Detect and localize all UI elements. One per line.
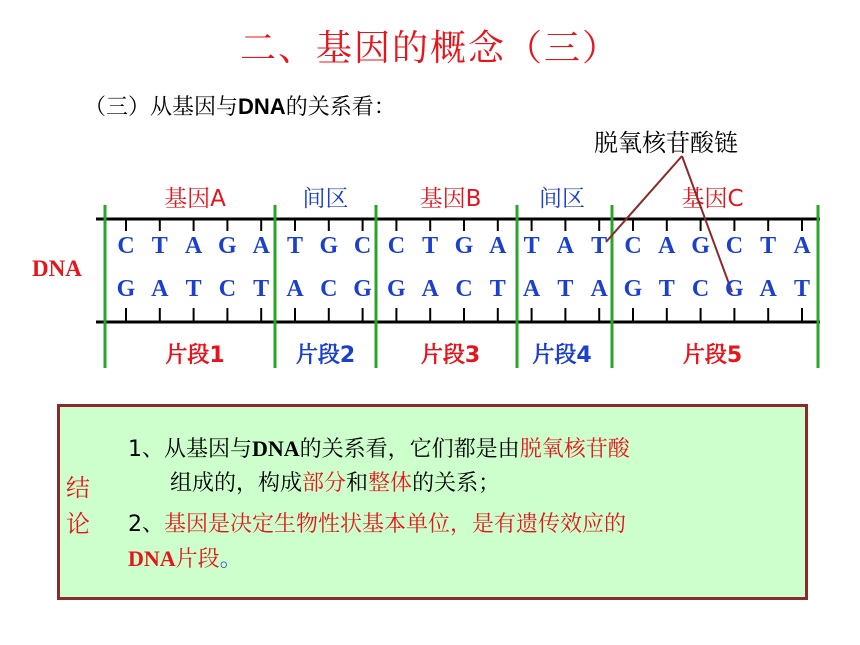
base-bottom: T [557, 276, 574, 302]
base-bottom: A [522, 276, 541, 302]
base-top: G [691, 233, 710, 259]
pointer-line-top [606, 156, 682, 242]
base-top: A [793, 233, 811, 259]
base-bottom: G [387, 276, 406, 302]
point1-mid: 的关系看，它们都是由 [299, 437, 520, 462]
region-label-gene-a: 基因A [164, 186, 226, 212]
point2-text1: 基因是决定生物性状基本单位，是有遗传效应的 [164, 512, 627, 537]
base-bottom: C [218, 276, 237, 302]
point2-num: 2、 [128, 512, 164, 537]
base-bottom: T [253, 276, 270, 302]
conclusion-label [66, 470, 96, 542]
base-top: T [286, 233, 303, 259]
point1-highlight: 脱氧核苷酸 [519, 437, 630, 462]
base-top: T [591, 233, 608, 259]
base-bottom: C [320, 276, 338, 302]
point1-part: 部分 [302, 471, 347, 496]
conclusion-point-2 [128, 508, 798, 577]
segment-label-4: 片段4 [532, 343, 592, 368]
subtitle-suffix: 的关系看： [285, 95, 396, 120]
base-top: C [353, 233, 372, 259]
base-top: G [454, 233, 474, 259]
subtitle-dna: DNA [238, 94, 286, 119]
subtitle-prefix: （三）从基因与 [84, 95, 239, 120]
conclusion-point-1 [128, 432, 798, 501]
page-title: 二、基因的概念（三） [239, 28, 620, 69]
strand-pointer [606, 156, 732, 292]
conclusion-label-char-2: 论 [66, 510, 90, 538]
strand-label: 脱氧核苷酸链 [594, 129, 738, 157]
point2-dna: DNA [128, 546, 176, 571]
base-bottom: T [658, 276, 675, 302]
conclusion-label-char-1: 结 [66, 474, 90, 502]
base-top: C [387, 233, 406, 259]
segment-label-1: 片段1 [165, 343, 225, 368]
point1-line2-b: 的关系； [412, 471, 501, 496]
base-top: G [319, 233, 339, 259]
base-bottom: T [185, 276, 202, 302]
pointer-line-bottom [682, 156, 732, 292]
point1-prefix: 1、从基因与 [128, 437, 252, 462]
point1-line2-a: 组成的，构成 [170, 471, 303, 496]
base-top: T [422, 233, 439, 259]
segment-label-2: 片段2 [295, 343, 356, 368]
base-bottom: C [691, 276, 710, 302]
region-label-gene-c: 基因C [681, 186, 744, 212]
base-top: C [725, 233, 744, 259]
base-top: G [218, 233, 237, 259]
base-bottom: A [590, 276, 608, 302]
base-bottom: G [116, 276, 136, 302]
dna-label: DNA [32, 256, 82, 281]
base-top: A [252, 233, 270, 259]
point1-whole: 整体 [368, 471, 413, 496]
base-top: A [556, 233, 575, 259]
base-top: T [151, 233, 168, 259]
base-bottom: G [623, 276, 643, 302]
base-bottom: A [151, 276, 169, 302]
base-bottom: G [353, 276, 372, 302]
base-top: A [658, 233, 676, 259]
region-label-spacer-1: 间区 [302, 186, 349, 212]
point2-end: 。 [219, 547, 242, 572]
base-bottom: T [489, 276, 506, 302]
segment-label-5: 片段5 [682, 343, 743, 368]
base-top: C [624, 233, 642, 259]
region-label-gene-b: 基因B [419, 186, 482, 212]
base-bottom: T [793, 276, 810, 302]
base-top: A [184, 233, 203, 259]
region-label-spacer-2: 间区 [539, 186, 585, 212]
segment-label-3: 片段3 [420, 343, 481, 368]
point1-and: 和 [346, 471, 369, 496]
base-top: C [117, 233, 135, 259]
base-bottom: C [455, 276, 473, 302]
base-top: T [760, 233, 777, 259]
base-top: T [523, 233, 540, 259]
point1-dna: DNA [252, 436, 300, 461]
base-bottom: A [421, 276, 439, 302]
point2-text2: 片段 [175, 547, 220, 572]
base-bottom: G [725, 276, 744, 302]
base-bottom: A [286, 276, 304, 302]
base-bottom: A [759, 276, 777, 302]
base-top: A [489, 233, 507, 259]
